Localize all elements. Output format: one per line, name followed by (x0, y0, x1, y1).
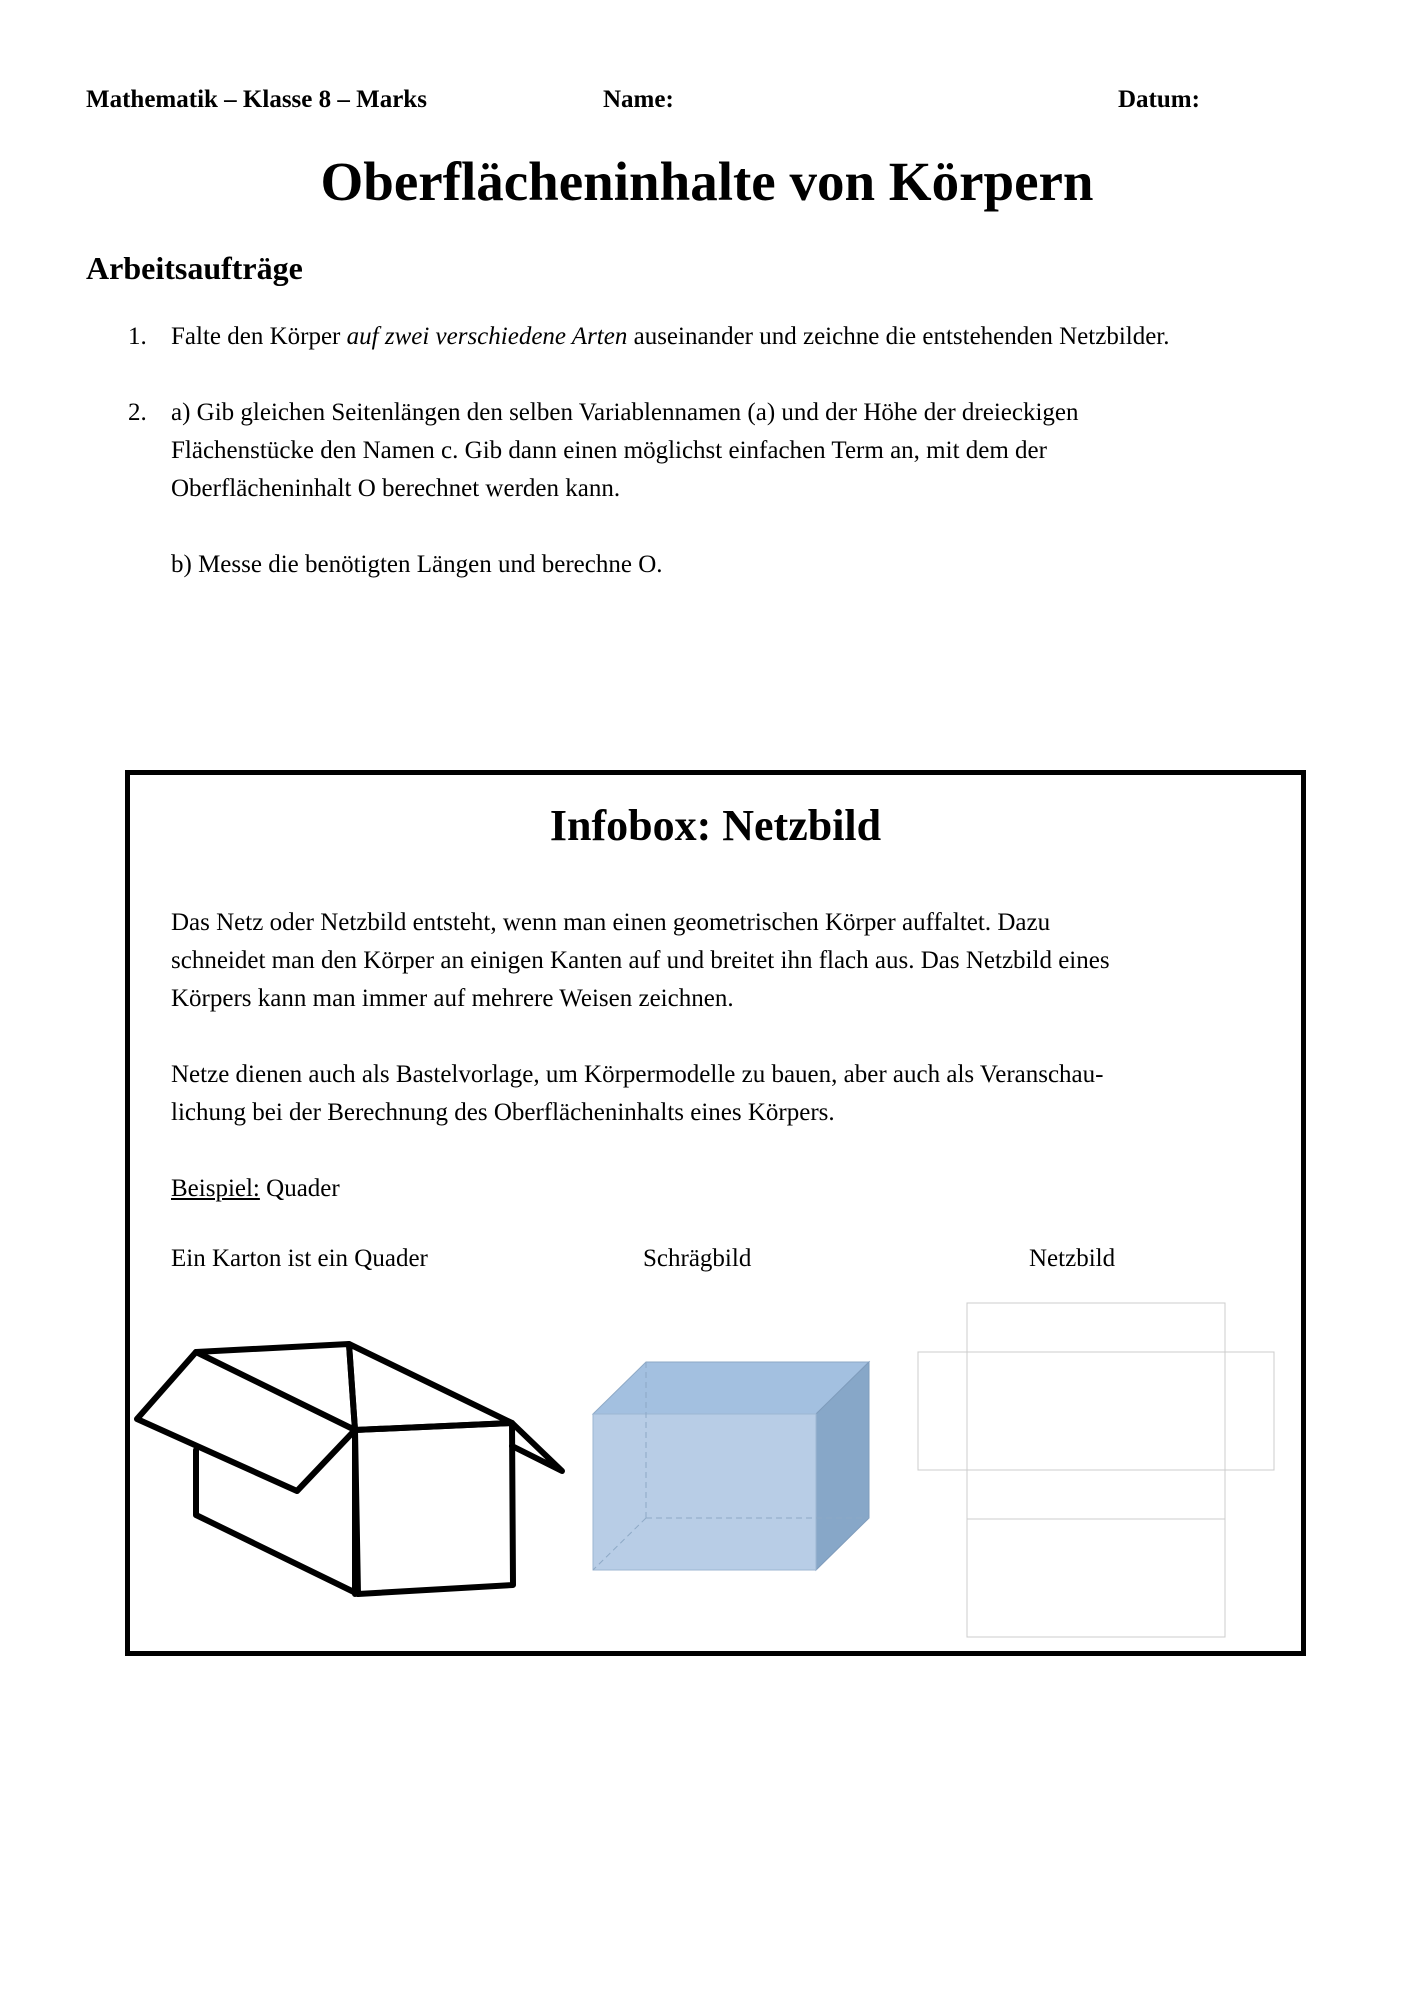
task-2b-line: b) Messe die benötigten Längen und berechne O. (171, 551, 663, 578)
infobox-paragraph-1-line-1: Das Netz oder Netzbild entsteht, wenn man einen geometrischen Körper auffaltet. Dazu (171, 909, 1051, 936)
box-left-flap-back (137, 1344, 355, 1491)
task-2a-line-1: a) Gib gleichen Seitenlängen den selben Variablennamen (a) und der Höhe der dreieckigen (171, 399, 1079, 426)
box-left-side (196, 1450, 358, 1594)
infobox-paragraph-1-line-2: schneidet man den Körper an einigen Kanten auf und breitet ihn flach aus. Das Netzbild eines (171, 947, 1110, 974)
name-label: Name: (603, 86, 674, 113)
cuboid-front-face (593, 1414, 816, 1570)
box-back-edge (196, 1352, 355, 1594)
net-top-flap (967, 1303, 1225, 1352)
box-back-flap (349, 1344, 512, 1430)
infobox-title: Infobox: Netzbild (549, 801, 882, 850)
task-1-emphasis: auf zwei verschiedene Arten (346, 323, 628, 350)
date-label: Datum: (1118, 86, 1200, 113)
caption-oblique: Schrägbild (643, 1245, 752, 1272)
box-right-flap (512, 1423, 562, 1471)
caption-box: Ein Karton ist ein Quader (171, 1245, 428, 1272)
infobox-paragraph-2-line-1: Netze dienen auch als Bastelvorlage, um Körpermodelle zu bauen, aber auch als Veranschau- (171, 1061, 1104, 1088)
cuboid-net-drawing (918, 1303, 1274, 1637)
net-center-face (967, 1352, 1225, 1470)
infobox-paragraph-1-line-3: Körpers kann man immer auf mehrere Weisen zeichnen. (171, 985, 734, 1012)
cuboid-oblique-drawing (593, 1362, 869, 1570)
box-front-face (355, 1423, 513, 1594)
net-bottom-face (967, 1470, 1225, 1519)
task-2a-line-3: Oberflächeninhalt O berechnet werden kann. (171, 475, 621, 502)
example-value: Quader (259, 1175, 340, 1202)
task-2-number: 2. (128, 399, 147, 426)
cardboard-box-drawing (137, 1344, 562, 1594)
course-header: Mathematik – Klasse 8 – Marks (86, 86, 427, 113)
task-1-text-before: Falte den Körper (171, 323, 347, 350)
net-back-face (967, 1519, 1225, 1637)
infobox-paragraph-2-line-2: lichung bei der Berechnung des Oberflächeninhalts eines Körpers. (171, 1099, 835, 1126)
task-2a-line-2: Flächenstücke den Namen c. Gib dann einen möglichst einfachen Term an, mit dem der (171, 437, 1047, 464)
example-label: Beispiel: (171, 1175, 260, 1202)
page-title: Oberflächeninhalte von Körpern (320, 151, 1094, 212)
section-heading: Arbeitsaufträge (86, 250, 303, 286)
net-left-face (918, 1352, 967, 1470)
net-right-face (1225, 1352, 1274, 1470)
task-1-text-after: auseinander und zeichne die entstehenden Netzbilder. (627, 323, 1170, 350)
task-1-number: 1. (128, 323, 147, 350)
caption-net: Netzbild (1029, 1245, 1116, 1272)
